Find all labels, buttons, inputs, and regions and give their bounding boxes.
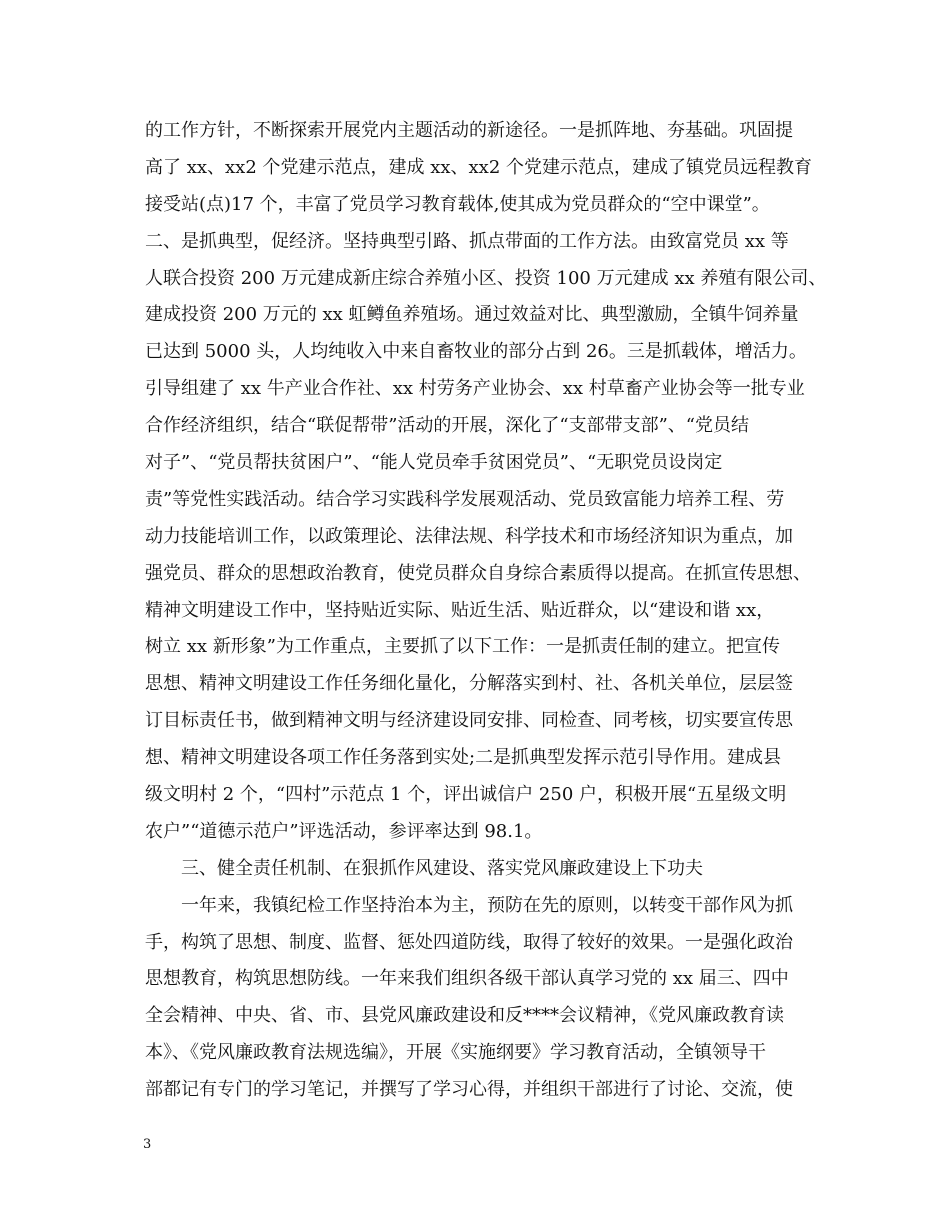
text-line: 本》、《党风廉政教育法规选编》，开展《实施纲要》学习教育活动，全镇领导干 — [145, 1042, 766, 1064]
text-line: 树立 xx 新形象”为工作重点，主要抓了以下工作：一是抓责任制的建立。把宣传 — [145, 636, 780, 658]
text-line: 思想、精神文明建设工作任务细化量化，分解落实到村、社、各机关单位，层层签 — [145, 673, 793, 695]
text-line: 高了 xx、xx2 个党建示范点，建成 xx、xx2 个党建示范点，建成了镇党员远程教育 — [145, 156, 812, 178]
document-body — [145, 113, 825, 1109]
text-line: 全会精神、中央、省、市、县党风廉政建设和反****会议精神，《党风廉政教育读 — [145, 1005, 784, 1027]
text-line: 引导组建了 xx 牛产业合作社、xx 村劳务产业协会、xx 村草畜产业协会等一批专业 — [145, 378, 805, 400]
text-line: 思想教育，构筑思想防线。一年来我们组织各级干部认真学习党的 xx 届三、四中 — [145, 968, 789, 990]
text-line: 精神文明建设工作中，坚持贴近实际、贴近生活、贴近群众，以“建设和谐 xx， — [145, 599, 775, 621]
text-line: 订目标责任书，做到精神文明与经济建设同安排、同检查、同考核，切实要宣传思 — [145, 710, 793, 732]
text-line: 责”等党性实践活动。结合学习实践科学发展观活动、党员致富能力培养工程、劳 — [145, 488, 785, 510]
text-line: 合作经济组织，结合“联促帮带”活动的开展，深化了“支部带支部”、“党员结 — [145, 415, 750, 437]
text-line: 人联合投资 200 万元建成新庄综合养殖小区、投资 100 万元建成 xx 养殖有限公司、 — [145, 267, 827, 289]
text-line: 动力技能培训工作，以政策理论、法律法规、科学技术和市场经济知识为重点，加 — [145, 525, 793, 547]
text-line: 已达到 5000 头，人均纯收入中来自畜牧业的部分占到 26。三是抓载体，增活力。 — [145, 341, 807, 363]
text-line: 强党员、群众的思想政治教育，使党员群众自身综合素质得以提高。在抓宣传思想、 — [145, 562, 811, 584]
text-line: 级文明村 2 个，“四村”示范点 1 个，评出诚信户 250 户，积极开展“五星级文明 — [145, 784, 787, 806]
text-line: 农户”“道德示范户”评选活动，参评率达到 98.1。 — [145, 820, 543, 842]
text-line: 对子”、“党员帮扶贫困户”、“能人党员牵手贫困党员”、“无职党员设岗定 — [145, 452, 723, 474]
text-line: 二、是抓典型，促经济。坚持典型引路、抓点带面的工作方法。由致富党员 xx 等 — [145, 230, 789, 252]
text-line: 接受站(点)17 个，丰富了党员学习教育载体,使其成为党员群众的“空中课堂”。 — [145, 193, 770, 215]
text-line: 建成投资 200 万元的 xx 虹鳟鱼养殖场。通过效益对比、典型激励，全镇牛饲养量 — [145, 304, 799, 326]
text-line: 想、精神文明建设各项工作任务落到实处;二是抓典型发挥示范引导作用。建成县 — [145, 747, 782, 769]
text-line: 三、健全责任机制、在狠抓作风建设、落实党风廉政建设上下功夫 — [181, 857, 703, 879]
text-line: 的工作方针，不断探索开展党内主题活动的新途径。一是抓阵地、夯基础。巩固提 — [145, 120, 793, 141]
text-line: 部都记有专门的学习笔记，并撰写了学习心得，并组织干部进行了讨论、交流，使 — [145, 1079, 793, 1101]
page-number: 3 — [143, 1137, 152, 1152]
text-line: 手，构筑了思想、制度、监督、惩处四道防线，取得了较好的效果。一是强化政治 — [145, 931, 793, 953]
text-line: 一年来，我镇纪检工作坚持治本为主，预防在先的原则，以转变干部作风为抓 — [181, 894, 793, 916]
